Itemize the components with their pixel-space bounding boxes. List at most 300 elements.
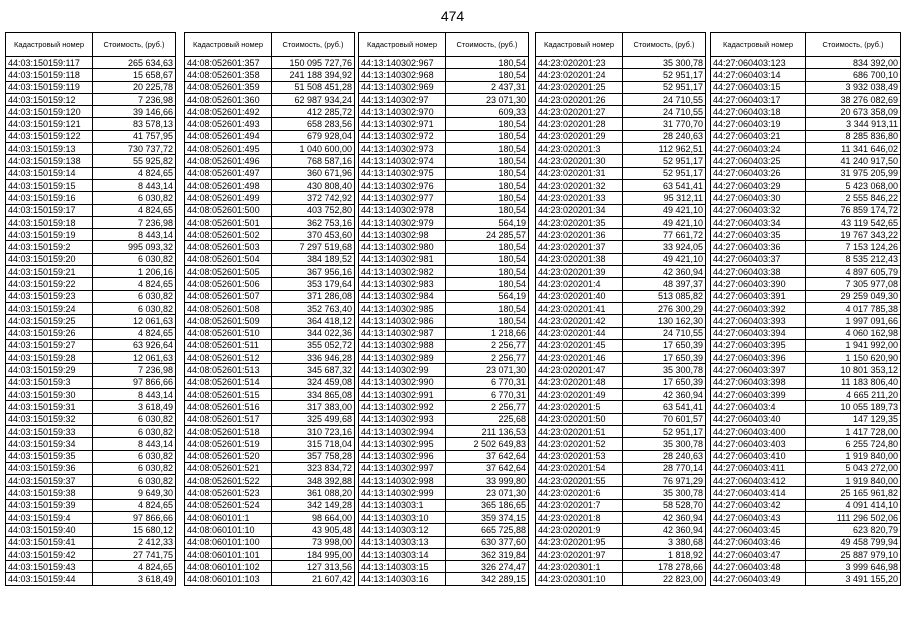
cost-cell: 35 300,78 [623,438,706,450]
cost-cell: 4 824,65 [93,278,176,290]
cost-cell: 127 313,56 [272,561,355,573]
table-row [6,413,176,425]
cadastral-number-cell: 44:27:060403:30 [711,192,806,204]
cadastral-number-cell: 44:27:060403:399 [711,389,806,401]
cadastral-number-cell: 44:08:060101:1 [185,511,272,523]
cadastral-number-cell: 44:13:140302:973 [359,143,446,155]
table-row [185,401,355,413]
cadastral-number-cell: 44:27:060403:403 [711,438,806,450]
table-row [536,143,706,155]
cadastral-number-cell: 44:08:052601:509 [185,315,272,327]
cadastral-number-cell: 44:03:150159:44 [6,573,93,585]
table-row [185,364,355,376]
cost-cell: 2 256,77 [446,339,529,351]
table-row [185,352,355,364]
cost-cell: 630 377,60 [446,536,529,548]
cost-cell: 28 240,63 [623,130,706,142]
cadastral-number-cell: 44:13:140302:977 [359,192,446,204]
cost-cell: 384 189,52 [272,253,355,265]
cost-cell: 4 824,65 [93,499,176,511]
cost-cell: 372 742,92 [272,192,355,204]
cost-cell: 43 119 542,65 [806,216,901,228]
cadastral-number-cell: 44:23:020201:46 [536,352,623,364]
cadastral-number-cell: 44:23:020201:44 [536,327,623,339]
table-row [359,155,529,167]
table-row [185,376,355,388]
cadastral-number-cell: 44:13:140302:998 [359,475,446,487]
table-row [6,499,176,511]
cadastral-number-cell: 44:13:140302:976 [359,179,446,191]
cost-cell: 130 162,30 [623,315,706,327]
cadastral-number-cell: 44:23:020201:39 [536,266,623,278]
cadastral-number-cell: 44:23:020201:3 [536,143,623,155]
table-row [711,573,901,585]
table-row [711,93,901,105]
cost-cell: 35 300,78 [623,487,706,499]
table-header-row [185,33,355,57]
cost-cell: 364 418,12 [272,315,355,327]
cadastral-number-cell: 44:08:052601:505 [185,266,272,278]
cadastral-number-cell: 44:03:150159:33 [6,425,93,437]
table-row [536,499,706,511]
table-row [711,179,901,191]
cost-cell: 15 680,12 [93,524,176,536]
cadastral-number-cell: 44:13:140302:987 [359,327,446,339]
table-row [711,155,901,167]
cadastral-number-cell: 44:08:052601:495 [185,143,272,155]
cost-cell: 180,54 [446,253,529,265]
cost-cell: 4 824,65 [93,327,176,339]
cadastral-number-cell: 44:03:150159:13 [6,143,93,155]
cost-cell: 324 459,08 [272,376,355,388]
cadastral-number-cell: 44:23:020201:26 [536,93,623,105]
cost-cell: 63 541,41 [623,401,706,413]
header-cadastral-number: Кадастровый номер [711,33,806,57]
cadastral-number-cell: 44:23:020201:95 [536,536,623,548]
cost-cell: 180,54 [446,167,529,179]
cadastral-number-cell: 44:13:140302:979 [359,216,446,228]
table-row [536,302,706,314]
table-row [711,167,901,179]
cadastral-number-cell: 44:27:060403:397 [711,364,806,376]
table-row [6,118,176,130]
cost-cell: 76 859 174,72 [806,204,901,216]
cost-cell: 17 650,39 [623,352,706,364]
cadastral-number-cell: 44:03:150159:18 [6,216,93,228]
cadastral-number-cell: 44:27:060403:19 [711,118,806,130]
cost-cell: 95 312,11 [623,192,706,204]
cost-cell: 147 129,35 [806,413,901,425]
table-row [359,118,529,130]
cadastral-number-cell: 44:08:052601:500 [185,204,272,216]
table-row [185,179,355,191]
cadastral-number-cell: 44:27:060403:26 [711,167,806,179]
table-row [711,204,901,216]
cost-cell: 4 824,65 [93,561,176,573]
cost-cell: 2 502 649,83 [446,438,529,450]
cadastral-number-cell: 44:08:052601:502 [185,229,272,241]
cost-cell: 360 671,96 [272,167,355,179]
cost-cell: 180,54 [446,57,529,69]
table-row [359,499,529,511]
cost-cell: 20 225,78 [93,81,176,93]
cadastral-number-cell: 44:03:150159:2 [6,241,93,253]
cost-cell: 2 437,31 [446,81,529,93]
cost-cell: 8 535 212,43 [806,253,901,265]
table-row [536,167,706,179]
table-row [711,81,901,93]
cadastral-number-cell: 44:03:150159:37 [6,475,93,487]
header-cadastral-number: Кадастровый номер [536,33,623,57]
table-row [359,192,529,204]
cadastral-number-cell: 44:23:020201:36 [536,229,623,241]
cost-cell: 180,54 [446,204,529,216]
cadastral-number-cell: 44:08:052601:497 [185,167,272,179]
cost-cell: 370 453,60 [272,229,355,241]
table-row [6,339,176,351]
table-row [6,438,176,450]
cost-cell: 55 925,82 [93,155,176,167]
table-row [6,253,176,265]
cadastral-number-cell: 44:03:150159:14 [6,167,93,179]
cadastral-number-cell: 44:08:052601:520 [185,450,272,462]
cost-cell: 7 236,98 [93,216,176,228]
cadastral-number-cell: 44:27:060403:45 [711,524,806,536]
cost-cell: 3 618,49 [93,401,176,413]
cost-cell: 180,54 [446,302,529,314]
cadastral-number-cell: 44:08:052601:514 [185,376,272,388]
cadastral-number-cell: 44:23:020301:1 [536,561,623,573]
cadastral-number-cell: 44:08:052601:357 [185,57,272,69]
header-cost: Стоимость, (руб.) [272,33,355,57]
cadastral-number-cell: 44:13:140303:10 [359,511,446,523]
cost-cell: 658 283,56 [272,118,355,130]
cadastral-number-cell: 44:03:150159:35 [6,450,93,462]
table-row [359,130,529,142]
cost-cell: 403 752,80 [272,204,355,216]
table-row [711,130,901,142]
cadastral-number-cell: 44:23:020201:55 [536,475,623,487]
cost-cell: 325 499,68 [272,413,355,425]
table-row [536,364,706,376]
table-row [6,450,176,462]
cost-cell: 77 661,72 [623,229,706,241]
cost-cell: 623 820,79 [806,524,901,536]
cadastral-number-cell: 44:08:052601:516 [185,401,272,413]
cadastral-number-cell: 44:23:020201:52 [536,438,623,450]
table-row [6,352,176,364]
cadastral-number-cell: 44:27:060403:394 [711,327,806,339]
cost-cell: 1 040 600,00 [272,143,355,155]
table-row [359,278,529,290]
cost-cell: 38 276 082,69 [806,93,901,105]
table-row [6,462,176,474]
table-row [359,438,529,450]
cadastral-number-cell: 44:27:060403:38 [711,266,806,278]
table-row [536,352,706,364]
cadastral-number-cell: 44:23:020201:41 [536,302,623,314]
table-row [536,57,706,69]
cadastral-table-5 [710,32,901,586]
table-row [359,413,529,425]
cadastral-number-cell: 44:23:020201:30 [536,155,623,167]
table-header-row [6,33,176,57]
table-row [185,499,355,511]
table-row [536,561,706,573]
cost-cell: 31 975 205,99 [806,167,901,179]
cadastral-number-cell: 44:08:052601:496 [185,155,272,167]
cost-cell: 2 555 846,22 [806,192,901,204]
cadastral-number-cell: 44:27:060403:46 [711,536,806,548]
cost-cell: 315 718,04 [272,438,355,450]
cadastral-number-cell: 44:27:060403:414 [711,487,806,499]
cadastral-number-cell: 44:08:052601:504 [185,253,272,265]
table-row [185,487,355,499]
cost-cell: 348 392,88 [272,475,355,487]
table-row [359,327,529,339]
table-row [6,389,176,401]
cadastral-number-cell: 44:03:150159:119 [6,81,93,93]
table-row [536,573,706,585]
table-row [536,241,706,253]
cost-cell: 362 753,16 [272,216,355,228]
table-row [711,499,901,511]
cadastral-number-cell: 44:13:140302:994 [359,425,446,437]
cost-cell: 241 188 394,92 [272,69,355,81]
cadastral-number-cell: 44:13:140302:97 [359,93,446,105]
cadastral-number-cell: 44:13:140302:978 [359,204,446,216]
cadastral-number-cell: 44:27:060403:400 [711,425,806,437]
cost-cell: 52 951,17 [623,425,706,437]
cost-cell: 336 946,28 [272,352,355,364]
cadastral-number-cell: 44:03:150159:21 [6,266,93,278]
cost-cell: 342 289,15 [446,573,529,585]
cadastral-number-cell: 44:23:020201:35 [536,216,623,228]
cadastral-number-cell: 44:08:052601:493 [185,118,272,130]
cost-cell: 97 866,66 [93,376,176,388]
cadastral-number-cell: 44:27:060403:40 [711,413,806,425]
table-row [185,389,355,401]
cadastral-number-cell: 44:03:150159:4 [6,511,93,523]
table-row [536,462,706,474]
cadastral-number-cell: 44:13:140302:989 [359,352,446,364]
table-row [536,548,706,560]
cost-cell: 37 642,64 [446,462,529,474]
table-row [536,339,706,351]
header-cadastral-number: Кадастровый номер [185,33,272,57]
cadastral-number-cell: 44:03:150159:42 [6,548,93,560]
cost-cell: 12 061,63 [93,352,176,364]
table-row [185,339,355,351]
cost-cell: 6 030,82 [93,253,176,265]
table-row [6,69,176,81]
cadastral-number-cell: 44:13:140303:1 [359,499,446,511]
table-row [6,475,176,487]
cost-cell: 31 770,70 [623,118,706,130]
cost-cell: 1 150 620,90 [806,352,901,364]
cost-cell: 63 926,64 [93,339,176,351]
cost-cell: 6 030,82 [93,450,176,462]
cost-cell: 8 443,14 [93,389,176,401]
cadastral-number-cell: 44:27:060403:17 [711,93,806,105]
table-row [536,475,706,487]
cost-cell: 6 030,82 [93,462,176,474]
table-row [359,290,529,302]
table-row [359,548,529,560]
cadastral-number-cell: 44:08:052601:494 [185,130,272,142]
cadastral-number-cell: 44:08:052601:512 [185,352,272,364]
table-row [185,561,355,573]
table-row [536,93,706,105]
table-row [536,389,706,401]
cost-cell: 4 060 162,98 [806,327,901,339]
cadastral-number-cell: 44:03:150159:22 [6,278,93,290]
table-row [536,106,706,118]
cost-cell: 180,54 [446,266,529,278]
cost-cell: 17 650,39 [623,339,706,351]
cost-cell: 345 687,32 [272,364,355,376]
cadastral-table-2 [184,32,355,586]
table-row [6,290,176,302]
cost-cell: 359 374,15 [446,511,529,523]
cost-cell: 21 607,42 [272,573,355,585]
cadastral-number-cell: 44:08:052601:518 [185,425,272,437]
cost-cell: 8 285 836,80 [806,130,901,142]
cadastral-table-3 [358,32,529,586]
cost-cell: 52 951,17 [623,167,706,179]
table-row [711,438,901,450]
table-row [536,179,706,191]
cadastral-number-cell: 44:08:052601:517 [185,413,272,425]
cost-cell: 70 601,57 [623,413,706,425]
cost-cell: 180,54 [446,69,529,81]
cadastral-number-cell: 44:08:060101:10 [185,524,272,536]
cadastral-number-cell: 44:03:150159:122 [6,130,93,142]
cost-cell: 52 951,17 [623,81,706,93]
cost-cell: 342 149,28 [272,499,355,511]
cost-cell: 180,54 [446,278,529,290]
table-row [711,290,901,302]
cadastral-number-cell: 44:23:020201:48 [536,376,623,388]
table-row [6,401,176,413]
cadastral-number-cell: 44:03:150159:38 [6,487,93,499]
cost-cell: 15 658,67 [93,69,176,81]
table-row [536,130,706,142]
cost-cell: 355 052,72 [272,339,355,351]
cost-cell: 35 300,78 [623,57,706,69]
cadastral-number-cell: 44:13:140302:980 [359,241,446,253]
cadastral-number-cell: 44:27:060403:34 [711,216,806,228]
cost-cell: 24 710,55 [623,106,706,118]
cost-cell: 28 770,14 [623,462,706,474]
cost-cell: 63 541,41 [623,179,706,191]
cadastral-number-cell: 44:27:060403:43 [711,511,806,523]
cadastral-number-cell: 44:13:140303:15 [359,561,446,573]
cadastral-number-cell: 44:08:052601:358 [185,69,272,81]
table-row [711,561,901,573]
cadastral-number-cell: 44:27:060403:24 [711,143,806,155]
table-row [711,57,901,69]
cadastral-number-cell: 44:03:150159:39 [6,499,93,511]
table-row [185,548,355,560]
table-row [6,266,176,278]
cost-cell: 686 700,10 [806,69,901,81]
cost-cell: 33 999,80 [446,475,529,487]
cadastral-number-cell: 44:27:060403:123 [711,57,806,69]
table-row [185,438,355,450]
cost-cell: 609,33 [446,106,529,118]
cadastral-number-cell: 44:27:060403:392 [711,302,806,314]
table-row [359,339,529,351]
table-row [711,327,901,339]
table-row [6,192,176,204]
cost-cell: 48 397,37 [623,278,706,290]
table-row [185,450,355,462]
cadastral-number-cell: 44:03:150159:118 [6,69,93,81]
cost-cell: 6 030,82 [93,475,176,487]
cost-cell: 41 240 917,50 [806,155,901,167]
table-row [6,425,176,437]
cadastral-number-cell: 44:27:060403:391 [711,290,806,302]
table-row [711,462,901,474]
table-row [185,278,355,290]
cadastral-number-cell: 44:13:140302:992 [359,401,446,413]
table-row [359,511,529,523]
cadastral-number-cell: 44:27:060403:412 [711,475,806,487]
cost-cell: 4 017 785,38 [806,302,901,314]
table-row [359,536,529,548]
cost-cell: 24 285,57 [446,229,529,241]
table-row [359,389,529,401]
cost-cell: 49 421,10 [623,253,706,265]
cadastral-number-cell: 44:27:060403:410 [711,450,806,462]
cadastral-number-cell: 44:03:150159:121 [6,118,93,130]
cadastral-number-cell: 44:03:150159:34 [6,438,93,450]
table-row [185,216,355,228]
cadastral-number-cell: 44:13:140302:972 [359,130,446,142]
cost-cell: 180,54 [446,179,529,191]
cadastral-number-cell: 44:23:020201:34 [536,204,623,216]
cadastral-number-cell: 44:23:020201:24 [536,69,623,81]
table-row [359,216,529,228]
cadastral-number-cell: 44:27:060403:35 [711,229,806,241]
cadastral-number-cell: 44:13:140302:970 [359,106,446,118]
cost-cell: 6 030,82 [93,302,176,314]
cost-cell: 4 091 414,10 [806,499,901,511]
cadastral-number-cell: 44:23:020201:9 [536,524,623,536]
cost-cell: 310 723,16 [272,425,355,437]
table-row [536,155,706,167]
cost-cell: 23 071,30 [446,364,529,376]
cost-cell: 430 808,40 [272,179,355,191]
table-row [359,302,529,314]
cadastral-number-cell: 44:13:140302:990 [359,376,446,388]
table-row [536,229,706,241]
cadastral-number-cell: 44:23:020201:25 [536,81,623,93]
table-row [711,143,901,155]
cost-cell: 42 360,94 [623,389,706,401]
cadastral-number-cell: 44:03:150159:17 [6,204,93,216]
cadastral-number-cell: 44:13:140303:12 [359,524,446,536]
table-row [6,167,176,179]
cost-cell: 3 344 913,11 [806,118,901,130]
cadastral-number-cell: 44:03:150159:27 [6,339,93,351]
header-cost: Стоимость, (руб.) [623,33,706,57]
cost-cell: 326 274,47 [446,561,529,573]
table-row [536,315,706,327]
table-row [711,229,901,241]
table-row [6,511,176,523]
